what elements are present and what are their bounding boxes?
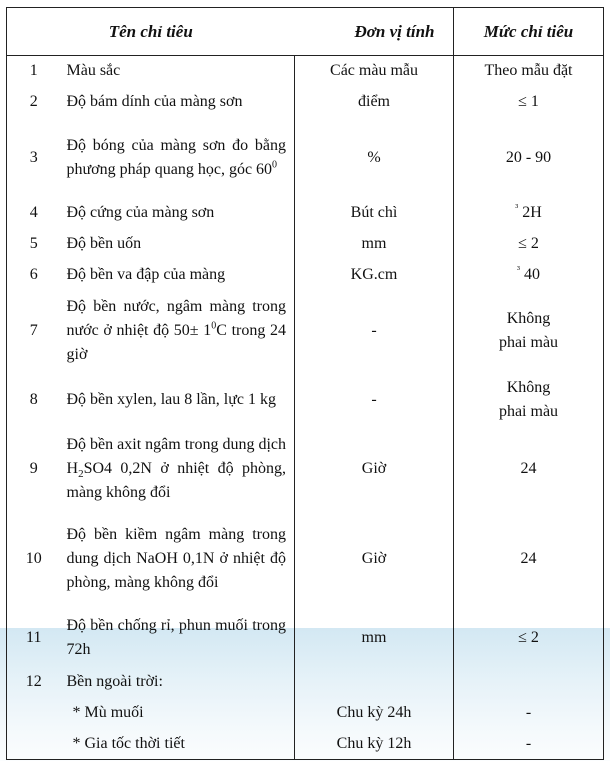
row-number: 2 [7,87,61,118]
row-number [7,729,61,760]
unit-value: Chu kỳ 12h [295,729,454,760]
limit-value: 20 - 90 [454,118,604,198]
unit-value: - [295,371,454,429]
limit-line-2: phai màu [498,402,559,420]
limit-value: ≤ 2 [454,609,604,667]
criteria-name: Màu sắc [61,56,295,87]
unit-value: mm [295,609,454,667]
unit-value: Giờ [295,429,454,509]
limit-value: ≤ 1 [454,87,604,118]
criteria-name [61,698,295,729]
header-criteria-name: Tên chỉ tiêu [7,8,295,56]
limit-value [454,291,604,371]
row-number: 6 [7,260,61,291]
criteria-name [61,729,295,760]
criteria-name: Độ bền chống rỉ, phun muối trong 72h [61,609,295,667]
limit-value: 24 [454,509,604,609]
limit-value: 24 [454,429,604,509]
table-row [7,509,604,609]
table-row [7,87,604,118]
unit-value: KG.cm [295,260,454,291]
limit-value [454,667,604,698]
limit-value: Theo mẫu đặt [454,56,604,87]
header-unit: Đơn vị tính [295,8,454,56]
table-row [7,291,604,371]
superscript: 0 [211,320,217,332]
table-row [7,56,604,87]
table-row [7,729,604,760]
table-row [7,698,604,729]
table-row [7,118,604,198]
limit-text: 40 [520,266,540,283]
row-number: 3 [7,118,61,198]
limit-line-1: Không [506,378,551,396]
unit-value: - [295,291,454,371]
table-row [7,609,604,667]
criteria-text: Độ bền axit ngâm trong dung dịch H [66,435,287,477]
unit-value: Giờ [295,509,454,609]
unit-value: % [295,118,454,198]
limit-value [454,198,604,229]
sub-criteria-text: * Mù muối [72,704,144,721]
limit-value: - [454,698,604,729]
table-row [7,429,604,509]
row-number: 10 [7,509,61,609]
unit-value: mm [295,229,454,260]
criteria-text-cont: SO4 0,2N ở nhiệt độ phòng, màng không đổi [66,459,286,501]
row-number: 12 [7,667,61,698]
criteria-name: Độ bền uốn [61,229,295,260]
subscript: 2 [78,467,84,480]
row-number: 5 [7,229,61,260]
header-limit: Mức chỉ tiêu [454,8,604,56]
row-number: 4 [7,198,61,229]
limit-line-2: phai màu [498,333,559,351]
symbol-superscript: ³ [517,264,520,276]
criteria-name: Độ bền kiềm ngâm màng trong dung dịch NaOH 0,1N ở nhiệt độ phòng, màng không đổi [61,509,295,609]
unit-value: điểm [295,87,454,118]
criteria-text: Độ bền nước, ngâm màng trong nước ở nhiệt độ 50± 1 [66,297,286,339]
unit-value: Bút chì [295,198,454,229]
criteria-name: Độ bền xylen, lau 8 lần, lực 1 kg [61,371,295,429]
symbol-superscript: ³ [515,202,519,214]
criteria-text-cont: C trong 24 giờ [66,321,287,363]
limit-value: - [454,729,604,760]
row-number [7,698,61,729]
limit-line-1: Không [506,309,551,327]
limit-text: 2H [518,204,542,221]
row-number: 7 [7,291,61,371]
superscript: 0 [272,159,278,171]
row-number: 11 [7,609,61,667]
row-number: 8 [7,371,61,429]
criteria-name: Độ bền va đập của màng [61,260,295,291]
table-row [7,198,604,229]
table-row [7,229,604,260]
row-number: 9 [7,429,61,509]
row-number: 1 [7,56,61,87]
table-row [7,371,604,429]
unit-value: Các màu mẫu [295,56,454,87]
table-row [7,667,604,698]
criteria-name [61,291,295,371]
table-row [7,260,604,291]
criteria-name: Độ cứng của màng sơn [61,198,295,229]
sub-criteria-text: * Gia tốc thời tiết [72,734,185,752]
limit-value [454,260,604,291]
unit-value [295,667,454,698]
criteria-text: Độ bóng của màng sơn đo bằng phương pháp quang học, góc 60 [66,136,286,178]
limit-value [454,371,604,429]
limit-value: ≤ 2 [454,229,604,260]
criteria-name [61,118,295,198]
specification-table [6,7,604,760]
unit-value: Chu kỳ 24h [295,698,454,729]
criteria-name: Độ bám dính của màng sơn [61,87,295,118]
criteria-name [61,429,295,509]
table-header-row [7,8,604,56]
criteria-name: Bền ngoài trời: [61,667,295,698]
